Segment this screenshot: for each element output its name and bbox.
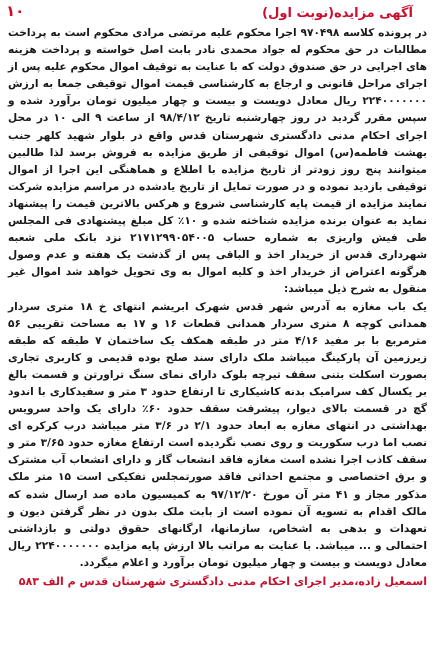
notice-title: آگهی مزایده(نوبت اول) — [262, 6, 413, 21]
notice-signature: اسمعیل زاده،مدیر اجرای احکام مدنی دادگستری شهرستان قدس م الف ۵۸۳ — [18, 575, 427, 588]
notice-paragraph-1: در پرونده کلاسه ۹۷۰۴۹۸ اجرا محکوم علیه مرتضی مرادی محکوم است به پرداخت مطالبات در حق محکوم له جواد محمدی نادر بابت اصل خواسته و پرداخت هزینه های اجرایی در حق صندوق دولت که با عنایت به توقیف اموال محکوم علیه پس از اجرای مراحل قانونی و ارجاع به کارشناسی قیمت اموال توقیفی جمعا به ارزش ۲۲۴۰۰۰۰۰۰۰ ریال معادل دویست و بیست و چهار میلیون تومان برآورد شده و سپس مقرر گردید در روز چهارشنبه تاریخ ۹۸/۴/۱۲ از ساعت ۹ الی ۱۰ در محل اجرای احکام مدنی دادگستری شهرستان قدس واقع در بلوار شهید کلهر جنب بهشت فاطمه(س) اموال توقیفی از طریق مزایده به فروش برسد لذا طالبین میتوانند پنج روز زودتر از تاریخ مزایده با اطلاع و هماهنگی این اجرا از اموال توقیفی بازدید نموده و در صورت تمایل از تاریخ یادشده در مراسم مزایده شرکت نمایند مزایده از قیمت پایه کارشناسی شروع و هرکس بالاترین قیمت را پیشنهاد نماید به عنوان برنده مزایده شناخته شده و ۱۰٪ کل مبلغ پیشنهادی فی المجلس طی فیش واریزی به شماره حساب ۲۱۷۱۲۹۹۰۵۴۰۰۵ نزد بانک ملی شعبه شهرداری قدس از خریدار اخذ و الباقی پس از گذشت یک هفته و عدم وصول هرگونه اعتراض از خریدار اخذ و کلیه اموال به وی تحویل خواهد شد اموال غیر منقول به شرح ذیل میباشد: — [8, 27, 428, 296]
corner-number: ۱۰ — [6, 2, 25, 20]
notice-paragraph-2: یک باب مغازه به آدرس شهر قدس شهرک ابریشم انتهای خ ۱۸ متری سردار همدانی کوچه ۸ متری سردار همدانی قطعات ۱۶ و ۱۷ به مساحت تقریبی ۵۶ مترمربع با بر مفید ۴/۱۶ متر در طبقه همکف یک ساختمان ۷ طبقه که طبقه زیرزمین آن پارکینگ میباشد ملک دارای سند صلح بوده قدیمی و کاربری تجاری بصورت اسکلت بتنی سقف تیرچه بلوک دارای نمای سنگ تراورتن و قسمت بالغ بر یکسال کف سرامیک بدنه کاشیکاری تا ارتفاع حدود ۳ متر و سفیدکاری با اندود گچ در قسمت بالای دیوار، پیشرفت سقف حدود ۶۰٪ دارای یک واحد سرویس بهداشتی در انتهای مغازه به ابعاد حدود ۲/۱ در ۳/۶ متر میباشد درب کرکره ای نصب اما درب سکوریت و روی نصب نگردیده است ارتفاع مغازه حدود ۳/۶۵ متر و سقف کاذب اجرا نشده است مغازه فاقد انشعاب گاز و دارای انشعاب آب مشترک و برق اختصاصی و مجتمع احداثی فاقد صورتمجلس تفکیکی است ۱۵ متر ملک مذکور مجاز و ۴۱ متر آن مورخ ۹۷/۱۲/۲۰ به کمیسیون ماده صد ارسال شده که مالک اقدام به تسویه آن نموده است از بابت ملک بدون در نظر گرفتن دیون و تعهدات و بدهی به اشخاص، سازمانها، ارگانهای حقوق دولتی و بازداشتی احتمالی و ... میباشد. با عنایت به مراتب بالا ارزش پایه مزایده ۲۲۴۰۰۰۰۰۰۰ ریال معادل دویست و بیست و چهار میلیون تومان برآورد و اعلام میگردد. — [8, 300, 428, 569]
notice-body — [8, 25, 427, 572]
